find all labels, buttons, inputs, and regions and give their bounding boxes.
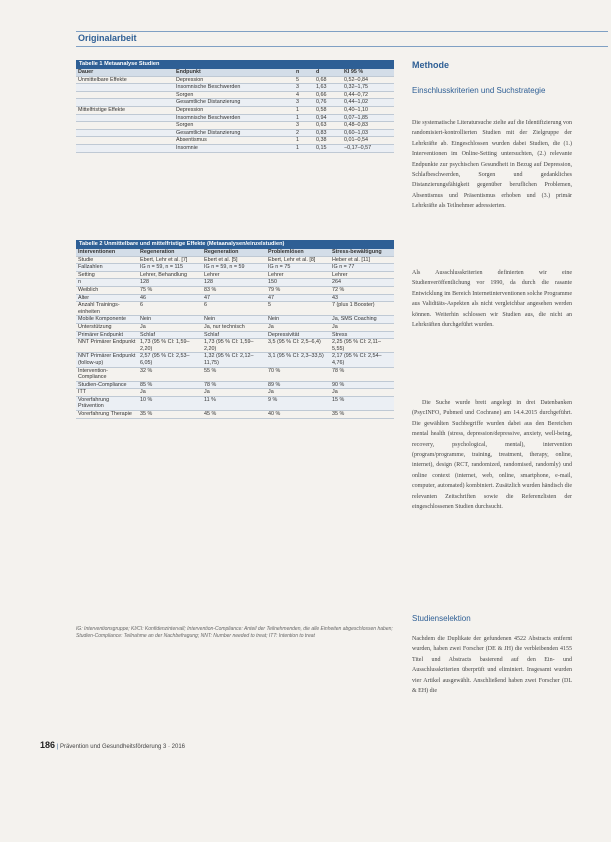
table-cell: 1,73 (95 % CI: 1,59–2,20): [202, 339, 266, 353]
table-cell: IG n = 75: [266, 264, 330, 272]
table-cell: 83 %: [202, 286, 266, 294]
table-cell: Lehrer, Behandlung: [138, 271, 202, 279]
table-row: [76, 286, 394, 294]
table-cell: Sorgen: [174, 91, 294, 99]
table-cell: 40 %: [266, 411, 330, 419]
table-cell: 1: [294, 144, 314, 152]
table-row: [76, 381, 394, 389]
table-cell: 5: [266, 302, 330, 316]
table-cell: 0,44–1,02: [342, 99, 394, 107]
table-cell: Ja, SMS Coaching: [330, 316, 394, 324]
table-cell: 9 %: [266, 396, 330, 410]
table-cell: 0,40–1,10: [342, 106, 394, 114]
table-cell: Ebert, Lehr et al. [7]: [138, 256, 202, 264]
table-cell: Insomnische Beschwerden: [174, 84, 294, 92]
table-cell: 43: [330, 294, 394, 302]
table-cell: 79 %: [266, 286, 330, 294]
paragraph-2: Als Ausschlusskriterien definierten wir eine Studienveröffentlichung vor 1990, da durch die rasante Entwicklung im Bereich Internetinterventionen solche Programme aus Validitäts-Aspekten als nicht vergleichbar angesehen werden können. Weiterhin schlossen wir Studien aus, die nicht an Lehrkräften durchgeführt wurden.: [412, 270, 572, 329]
table-cell: 7 (plus 1 Booster): [330, 302, 394, 316]
table1-header-cell: n: [294, 69, 314, 76]
table-cell: Weiblich: [76, 286, 138, 294]
table-cell: 1,63: [314, 84, 342, 92]
table2-footnote: IG: Interventionsgruppe; KI/CI: Konfidenzintervall; Intervention-Compliance: Anteil der Teilnehmenden, die alle Einheiten abgeschlossen haben; Studien-Compliance: Teilnahme an der Nachbefragung; NNT: Number needed to treat; ITT: Intention to treat: [76, 626, 393, 639]
table-cell: Stress: [330, 331, 394, 339]
table-cell: Ja: [266, 323, 330, 331]
table-row: [76, 302, 394, 316]
table-cell: 0,48–0,83: [342, 122, 394, 130]
table-cell: 0,60–1,03: [342, 129, 394, 137]
table-cell: Vorerfahrung Therapie: [76, 411, 138, 419]
table-cell: 0,07–1,85: [342, 114, 394, 122]
table-cell: 72 %: [330, 286, 394, 294]
table-cell: n: [76, 279, 138, 287]
table-cell: 32 %: [138, 367, 202, 381]
table-cell: Unmittelbare Effekte: [76, 76, 174, 84]
table-cell: Ja: [330, 323, 394, 331]
table-row: [76, 122, 394, 130]
table-cell: NNT Primärer Endpunkt: [76, 339, 138, 353]
table-cell: Intervention-Compliance: [76, 367, 138, 381]
table-row: [76, 76, 394, 84]
table-row: [76, 256, 394, 264]
table-cell: Schlaf: [202, 331, 266, 339]
table-cell: Ja: [266, 389, 330, 397]
table-row: [76, 144, 394, 152]
page-number: 186: [40, 740, 56, 750]
table-cell: Lehrer: [266, 271, 330, 279]
table2-header-cell: Regeneration: [138, 249, 202, 256]
table-cell: 0,52–0,84: [342, 76, 394, 84]
page-footer: 186 | Prävention und Gesundheitsförderung 3 · 2016: [40, 740, 186, 750]
section-title: Originalarbeit: [78, 33, 137, 43]
table-cell: Sorgen: [174, 122, 294, 130]
table-cell: 11 %: [202, 396, 266, 410]
table-cell: 0,44–0,72: [342, 91, 394, 99]
table-cell: Schlaf: [138, 331, 202, 339]
table-cell: Studie: [76, 256, 138, 264]
table-cell: 1: [294, 137, 314, 145]
table-cell: 128: [138, 279, 202, 287]
table2: [76, 249, 394, 419]
table-row: [76, 137, 394, 145]
table-cell: 3,1 (95 % CI: 2,3–33,5): [266, 353, 330, 367]
table-cell: Absentismus: [174, 137, 294, 145]
table-cell: IG n = 59, n = 59: [202, 264, 266, 272]
table1-caption: Tabelle 1 Metaanalyse Studien: [76, 60, 394, 69]
table2-header-cell: Stress-bewältigung: [330, 249, 394, 256]
table-cell: 47: [266, 294, 330, 302]
section-header: [76, 31, 608, 47]
table-cell: 35 %: [330, 411, 394, 419]
table-cell: 3: [294, 122, 314, 130]
table-cell: Ja: [202, 389, 266, 397]
heading-methode: Methode: [412, 60, 449, 70]
table-cell: 89 %: [266, 381, 330, 389]
table-cell: Heber et al. [11]: [330, 256, 394, 264]
table-cell: Depression: [174, 76, 294, 84]
table-cell: NNT Primärer Endpunkt (follow-up): [76, 353, 138, 367]
table-cell: Insomnie: [174, 144, 294, 152]
table-row: [76, 396, 394, 410]
table-cell: [76, 84, 174, 92]
table-cell: ITT: [76, 389, 138, 397]
table-cell: 2,25 (95 % CI: 2,11–5,55): [330, 339, 394, 353]
table-row: [76, 411, 394, 419]
table-cell: 1: [294, 106, 314, 114]
table1: [76, 69, 394, 153]
table-cell: 10 %: [138, 396, 202, 410]
paragraph-4: Nachdem die Duplikate der gefundenen 4522 Abstracts entfernt wurden, haben zwei Forscher (DE & JH) die verbleibenden 4155 Titel und Abstracts basierend auf den Ein- und Ausschlusskriterien überprüft und eliminiert. Insgesamt wurden vier Artikel ausgewählt. Anschließend haben zwei Forscher (DL & EH) die: [412, 636, 572, 695]
table-cell: Ja: [138, 389, 202, 397]
table2-header-row: [76, 249, 394, 256]
table-cell: 46: [138, 294, 202, 302]
table-cell: Insomnische Beschwerden: [174, 114, 294, 122]
table-cell: 2,57 (95 % CI: 2,53–6,05): [138, 353, 202, 367]
table-cell: 1,73 (95 % CI: 1,59–2,20): [138, 339, 202, 353]
table-cell: 75 %: [138, 286, 202, 294]
table2-header-cell: Interventionen: [76, 249, 138, 256]
table-cell: Ja, nur technisch: [202, 323, 266, 331]
table-cell: Unterstützung: [76, 323, 138, 331]
table-cell: Setting: [76, 271, 138, 279]
table-row: [76, 264, 394, 272]
table-cell: [76, 137, 174, 145]
table-row: [76, 353, 394, 367]
table2-header-cell: Regeneration: [202, 249, 266, 256]
table-cell: Fallzahlen: [76, 264, 138, 272]
table-cell: 35 %: [138, 411, 202, 419]
table-cell: Gesamtliche Distanzierung: [174, 99, 294, 107]
table-cell: Mobile Komponente: [76, 316, 138, 324]
table-cell: 264: [330, 279, 394, 287]
table-cell: 78 %: [202, 381, 266, 389]
table-row: [76, 114, 394, 122]
table1-header-cell: d: [314, 69, 342, 76]
subheading-studienselektion: Studienselektion: [412, 614, 471, 623]
table-cell: Nein: [266, 316, 330, 324]
table-cell: Depressivität: [266, 331, 330, 339]
table-cell: Nein: [138, 316, 202, 324]
subheading-einschluss: Einschlusskriterien und Suchstrategie: [412, 86, 546, 95]
table-cell: 15 %: [330, 396, 394, 410]
table-cell: Anzahl Trainings-einheiten: [76, 302, 138, 316]
table-cell: 3,5 (95 % CI: 2,5–6,4): [266, 339, 330, 353]
table-cell: 70 %: [266, 367, 330, 381]
table-row: [76, 99, 394, 107]
journal-name: Prävention und Gesundheitsförderung 3 · 2016: [59, 744, 186, 750]
table-cell: 150: [266, 279, 330, 287]
table-cell: Ja: [330, 389, 394, 397]
table-cell: Lehrer: [330, 271, 394, 279]
table1-header-row: [76, 69, 394, 76]
table-cell: Vorerfahrung Prävention: [76, 396, 138, 410]
table-cell: [76, 114, 174, 122]
table-cell: 0,01–0,54: [342, 137, 394, 145]
table-cell: [76, 144, 174, 152]
table-cell: Mittelfristige Effekte: [76, 106, 174, 114]
table-cell: 55 %: [202, 367, 266, 381]
table1-header-cell: KI 95 %: [342, 69, 394, 76]
table-cell: 0,83: [314, 129, 342, 137]
table-cell: 85 %: [138, 381, 202, 389]
table1-header-cell: Endpunkt: [174, 69, 294, 76]
table-cell: 1: [294, 114, 314, 122]
table-row: [76, 84, 394, 92]
table-cell: 2: [294, 129, 314, 137]
table-row: [76, 367, 394, 381]
table-cell: IG n = 77: [330, 264, 394, 272]
table-cell: 0,32–1,75: [342, 84, 394, 92]
table-cell: Lehrer: [202, 271, 266, 279]
paragraph-1: Die systematische Literatursuche zielte auf die Identifizierung von randomisiert-kontrollierten Studien mit der Zielgruppe der Lehrkräfte ab. Eingeschlossen wurden dabei Studien, die (1.) Interventionen im Online-Setting untersuchten, (2.) relevante Endpunkte zur psychischen Gesundheit in Bezug auf Depression, Schlafbeschwerden, Sorgen und gedankliches Distanzierungsfähigkeit gegenüber beruflichen Problemen, Absentismus und Präsentismus erhoben und (3.) primär Lehrkräfte als Teilnehmer adressierten.: [412, 120, 572, 210]
table-cell: Nein: [202, 316, 266, 324]
table-cell: 0,58: [314, 106, 342, 114]
table-cell: 3: [294, 99, 314, 107]
table-cell: 0,63: [314, 122, 342, 130]
table-cell: 6: [202, 302, 266, 316]
table-cell: 2,17 (95 % CI: 2,54–4,76): [330, 353, 394, 367]
table-row: [76, 294, 394, 302]
table-cell: 5: [294, 76, 314, 84]
table-cell: 78 %: [330, 367, 394, 381]
table-cell: 0,76: [314, 99, 342, 107]
table-cell: 47: [202, 294, 266, 302]
paragraph-3: Die Suche wurde breit angelegt in drei Datenbanken (PsycINFO, Pubmed und Cochrane) am 14.4.2015 durchgeführt. Die gewählten Suchbegriffe wurden dabei aus den Bereichen mental health (stress, depression/depressive, anxiety, well-being, recovery, psychological, mental), intervention (program/programme, training, treatment, therapy, online, internet), design (RCT, randomized, randomised, randomly) und online context (internet, web, online, smartphone, e-mail, computer, automated) kombiniert. Zusätzlich wurden händisch die relevanten Zeitschriften sowie die Referenzlisten der eingeschlossenen Studien durchsucht.: [412, 400, 572, 511]
table-row: [76, 331, 394, 339]
table-cell: [76, 122, 174, 130]
table-cell: 6: [138, 302, 202, 316]
table-cell: 0,15: [314, 144, 342, 152]
table-cell: 0,66: [314, 91, 342, 99]
table-row: [76, 279, 394, 287]
table-cell: [76, 129, 174, 137]
table-row: [76, 106, 394, 114]
table-cell: 0,94: [314, 114, 342, 122]
table-cell: Ja: [138, 323, 202, 331]
table-cell: 3: [294, 84, 314, 92]
table-cell: Alter: [76, 294, 138, 302]
table-cell: 4: [294, 91, 314, 99]
table-row: [76, 129, 394, 137]
table2-header-cell: Problemlösen: [266, 249, 330, 256]
table-row: [76, 323, 394, 331]
table-cell: Primärer Endpunkt: [76, 331, 138, 339]
table-cell: Ebert et al. [5]: [202, 256, 266, 264]
table-cell: 128: [202, 279, 266, 287]
table-row: [76, 91, 394, 99]
table-row: [76, 339, 394, 353]
table-cell: Ebert, Lehr et al. [8]: [266, 256, 330, 264]
table-cell: 1,32 (95 % CI: 2,12–11,75): [202, 353, 266, 367]
table-cell: Gesamtliche Distanzierung: [174, 129, 294, 137]
table-cell: 0,38: [314, 137, 342, 145]
table-cell: IG n = 59, n = 115: [138, 264, 202, 272]
table2-caption: Tabelle 2 Unmittelbare und mittelfristige Effekte (Metaanalysen/einzelstudien): [76, 240, 394, 249]
table-cell: 0,68: [314, 76, 342, 84]
table-row: [76, 389, 394, 397]
table-cell: −0,17–0,57: [342, 144, 394, 152]
table-cell: 45 %: [202, 411, 266, 419]
table-row: [76, 316, 394, 324]
table-row: [76, 271, 394, 279]
table-cell: Depression: [174, 106, 294, 114]
table-cell: Studien-Compliance: [76, 381, 138, 389]
table-cell: [76, 91, 174, 99]
table-cell: [76, 99, 174, 107]
table1-header-cell: Dauer: [76, 69, 174, 76]
table-cell: 90 %: [330, 381, 394, 389]
